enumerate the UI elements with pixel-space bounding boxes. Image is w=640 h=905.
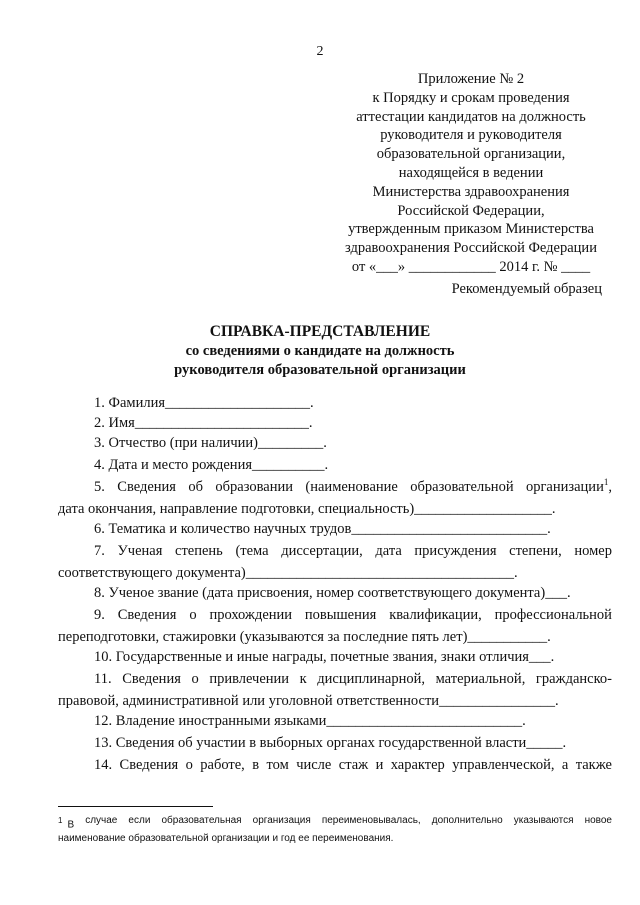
item-education-line2: дата окончания, направление подготовки, специальность)___________________. [58,501,556,517]
item-patronymic: 3. Отчество (при наличии)_________. [94,435,327,451]
item-liability-line1: 11. Сведения о привлечении к дисциплинарной, материальной, гражданско- [94,671,612,687]
appendix-line: от «___» ____________ 2014 г. № ____ [351,258,591,275]
item-languages: 12. Владение иностранными языками___________________________. [94,713,526,729]
item-work-line1: 14. Сведения о работе, в том числе стаж и характер управленческой, а также [94,757,612,773]
footnote-mark: 1 [58,816,63,825]
appendix-line: здравоохранения Российской Федерации [345,240,597,257]
appendix-line: Приложение № 2 [417,71,525,87]
sample-label: Рекомендуемый образец [451,281,602,297]
item-awards: 10. Государственные и иные награды, почетные звания, знаки отличия___. [94,649,555,665]
item-degree-line1: 7. Ученая степень (тема диссертации, дата присуждения степени, номер [94,543,612,559]
appendix-line: Российской Федерации, [397,202,545,219]
item-academic-title: 8. Ученое звание (дата присвоения, номер соответствующего документа)___. [94,585,571,601]
item-education [58,476,612,520]
item-surname: 1. Фамилия____________________. [94,395,314,411]
appendix-line: руководителя и руководителя [380,127,562,144]
title-subtitle-2: руководителя образовательной организации [174,362,466,378]
page-number: 2 [316,44,324,59]
footnote-line-1: $^1$ В случае если образовательная организация переименовывалась, дополнительно указываются новое [58,815,612,831]
appendix-line: образовательной организации, [376,146,566,163]
appendix-line: к Порядку и срокам проведения [372,89,570,106]
item-publications: 6. Тематика и количество научных трудов___________________________. [94,521,551,537]
item-liability-line2: правовой, административной или уголовной ответственности________________. [58,693,559,709]
footnote-divider [58,806,213,807]
appendix-header [330,70,612,277]
appendix-line: аттестации кандидатов на должность [356,108,586,125]
item-birth: 4. Дата и место рождения__________. [94,457,329,473]
item-work [58,754,612,776]
footnote [58,814,612,846]
title-subtitle-1: со сведениями о кандидате на должность [185,343,455,359]
item-name: 2. Имя________________________. [94,415,313,431]
appendix-line: находящейся в ведении [398,164,544,181]
appendix-line: утвержденным приказом Министерства [348,221,594,238]
appendix-line: Министерства здравоохранения [372,183,570,200]
title-main: СПРАВКА-ПРЕДСТАВЛЕНИЕ [209,323,431,340]
item-liability [58,668,612,712]
item-qualification [58,604,612,648]
item-elected-bodies: 13. Сведения об участии в выборных органах государственной власти_____. [94,735,567,751]
item-qualification-line2: переподготовки, стажировки (указываются за последние пять лет)___________. [58,629,551,645]
footnote-line-2: наименование образовательной организации и год ее переименования. [58,833,394,845]
footnote-reference: 1 [603,477,609,488]
item-education-line1: 5. Сведения об образовании (наименование образовательной организации$^1$, [94,477,612,495]
item-degree-line2: соответствующего документа)_____________________________________. [58,565,518,581]
item-degree [58,540,612,584]
item-qualification-line1: 9. Сведения о прохождении повышения квалификации, профессиональной [94,607,612,623]
document-title [0,322,640,380]
